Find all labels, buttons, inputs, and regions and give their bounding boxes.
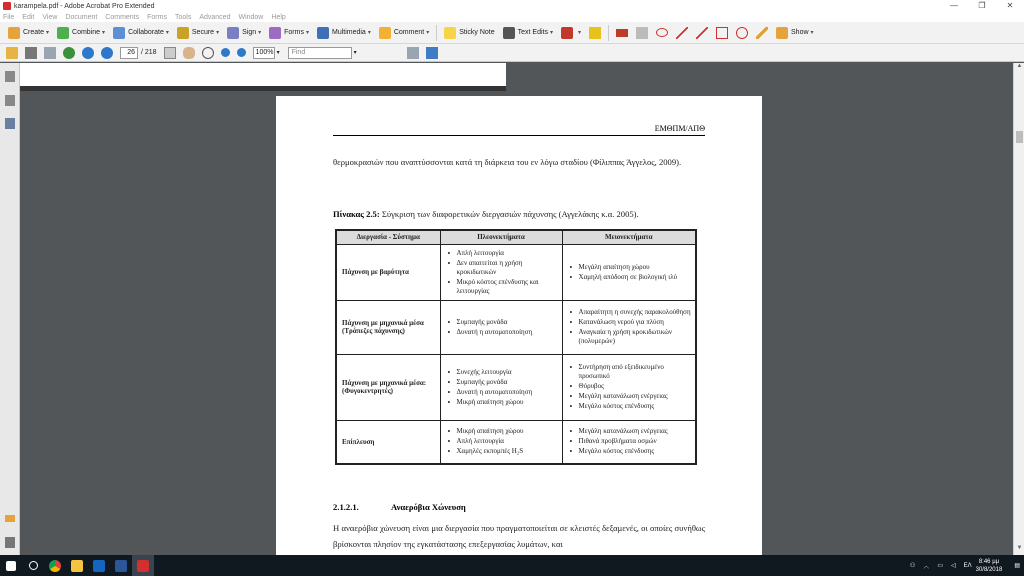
find-input[interactable]: Find <box>288 47 352 59</box>
sticky-note-button[interactable] <box>440 24 498 42</box>
chevron-down-icon: ▾ <box>216 30 220 36</box>
acrobat-icon <box>137 560 149 572</box>
list-item: • Θόρυβος <box>566 382 692 391</box>
menu-tools[interactable]: Tools <box>174 13 192 21</box>
clock[interactable] <box>976 558 1003 574</box>
people-icon[interactable]: ⚇ <box>909 563 916 569</box>
secure-label: Secure <box>191 29 215 36</box>
menu-advanced[interactable]: Advanced <box>199 13 231 21</box>
explorer-taskbar-button[interactable] <box>66 555 88 576</box>
acrobat-taskbar-button[interactable] <box>132 555 154 576</box>
select-cursor-icon[interactable] <box>164 47 176 59</box>
fit-page-icon[interactable] <box>407 47 419 59</box>
menu-forms[interactable]: Forms <box>147 13 167 21</box>
scroll-thumb[interactable] <box>1016 131 1023 143</box>
volume-icon[interactable]: ◁ <box>950 563 956 569</box>
taskbar <box>0 555 1024 576</box>
clock-time: 8:46 μμ <box>978 558 1000 565</box>
secure-button[interactable] <box>173 24 223 42</box>
create-label: Create <box>23 29 45 36</box>
collaborate-label: Collaborate <box>128 29 164 36</box>
page-header: ΕΜΘΠΜ/ΑΠΘ <box>333 124 705 136</box>
list-item: • Μεγάλη κατανάλωση ενέργειας <box>566 427 692 436</box>
list-item: • Κατανάλωση νερού για πλύση <box>566 318 692 327</box>
chevron-down-icon: ▾ <box>426 30 430 36</box>
scroll-up-icon[interactable]: ▲ <box>1016 63 1023 69</box>
comparison-table <box>335 229 697 465</box>
previous-page-end <box>20 63 506 91</box>
open-folder-icon[interactable] <box>6 47 18 59</box>
section-number: 2.1.2.1. <box>333 502 359 512</box>
cons-cell <box>562 354 696 420</box>
signatures-icon[interactable] <box>5 118 15 129</box>
line-icon[interactable] <box>696 27 708 39</box>
combine-label: Combine <box>72 29 101 36</box>
attach-icon[interactable] <box>589 27 601 39</box>
chevron-down-icon: ▾ <box>165 30 169 36</box>
list-item: • Απαραίτητη η συνεχής παρακολούθηση <box>566 308 692 317</box>
table-header-row <box>336 230 696 244</box>
combine-button[interactable] <box>53 24 109 42</box>
table-row <box>336 300 696 354</box>
navigation-panel <box>0 63 20 555</box>
list-item: • Μικρό κόστος επένδυσης και λειτουργίας <box>444 278 559 296</box>
oval-icon[interactable] <box>736 27 748 39</box>
zoom-level-input[interactable]: 100% <box>253 47 275 59</box>
close-button[interactable]: ✕ <box>1006 1 1014 10</box>
system-cell: Πάχυνση με βαρύτητα <box>336 244 440 300</box>
page-thumbnails-icon[interactable] <box>5 71 15 82</box>
rectangle-icon[interactable] <box>716 27 728 39</box>
list-item: • Αναγκαία η χρήση κροκιδωτικών (πολυμερών) <box>566 328 692 346</box>
table-row <box>336 420 696 464</box>
multimedia-icon <box>317 27 329 39</box>
pen-icon <box>227 27 239 39</box>
stamp-button[interactable] <box>557 24 585 42</box>
chevron-down-icon: ▾ <box>367 30 371 36</box>
menu-bar <box>0 12 1024 22</box>
table-caption-label: Πίνακας 2.5: <box>333 209 380 219</box>
sticky-note-label: Sticky Note <box>459 29 495 36</box>
combine-icon <box>57 27 69 39</box>
acrobat-icon <box>3 2 11 10</box>
zoom-dropdown-icon[interactable]: ▾ <box>276 50 280 56</box>
search-icon <box>29 561 38 570</box>
menu-comments[interactable]: Comments <box>105 13 140 21</box>
list-item: • Απλή λειτουργία <box>444 249 559 258</box>
chevron-up-icon[interactable]: ︿ <box>923 564 930 570</box>
toolbar-divider <box>608 25 609 41</box>
forms-icon <box>269 27 281 39</box>
pros-cell <box>440 244 562 300</box>
pros-cell <box>440 420 562 464</box>
paragraph: θερμοκρασιών που αναπτύσσονται κατά τη διάρκεια του εν λόγω σταδίου (Φίλιππας Άγγελος, 2009). <box>333 157 682 167</box>
list-item: • Μεγάλο κόστος επένδυσης <box>566 402 692 411</box>
chrome-icon <box>49 560 61 572</box>
menu-file[interactable]: File <box>3 13 15 21</box>
word-taskbar-button[interactable] <box>110 555 132 576</box>
cloud-icon[interactable] <box>656 28 668 37</box>
forms-button[interactable] <box>265 24 313 42</box>
arrow-icon[interactable] <box>676 27 688 39</box>
folder-icon <box>71 560 83 572</box>
sign-button[interactable] <box>223 24 265 42</box>
sticky-note-icon <box>444 27 456 39</box>
outlook-icon <box>93 560 105 572</box>
chevron-down-icon: ▾ <box>102 30 106 36</box>
list-item: • Μεγάλη κατανάλωση ενέργειας <box>566 392 692 401</box>
textbox-icon[interactable] <box>636 27 648 39</box>
word-icon <box>115 560 127 572</box>
find-dropdown-icon[interactable]: ▾ <box>353 50 357 56</box>
print-icon[interactable] <box>25 47 37 59</box>
zoom-marquee-icon[interactable] <box>202 47 214 59</box>
section-heading <box>333 502 466 512</box>
search-button[interactable] <box>22 555 44 576</box>
window-title: karampela.pdf - Adobe Acrobat Pro Extended <box>14 2 155 10</box>
chevron-down-icon: ▾ <box>549 30 553 36</box>
comment-button[interactable] <box>375 24 433 42</box>
document-viewport <box>20 63 1013 555</box>
column-header: Διεργασία - Σύστημα <box>336 230 440 244</box>
clock-date: 30/8/2018 <box>975 566 1003 573</box>
bookmarks-icon[interactable] <box>5 95 15 106</box>
table-row <box>336 354 696 420</box>
cons-cell <box>562 420 696 464</box>
list-item: • Μεγάλο κόστος επένδυσης <box>566 447 692 456</box>
list-item: • Χαμηλή απόδοση σε βιολογική ιλύ <box>566 273 692 282</box>
collaborate-button[interactable] <box>109 24 173 42</box>
list-item: • Συντήρηση από εξειδικευμένο προσωπικό <box>566 363 692 381</box>
show-label: Show <box>791 29 809 36</box>
cons-cell <box>562 300 696 354</box>
list-item: • Μεγάλη απαίτηση χώρου <box>566 263 692 272</box>
hand-tool-icon[interactable] <box>183 47 195 59</box>
pros-cell <box>440 354 562 420</box>
cons-cell <box>562 244 696 300</box>
system-cell: Πάχυνση με μηχανικά μέσα (Τράπεζες πάχυνσης) <box>336 300 440 354</box>
paragraph: Η αναερόβια χώνευση είναι μια διεργασία που πραγματοποιείται σε κλειστές δεξαμενές, οι οποίες συνήθως βρίσκονται πλησίον της εγκατάστασης επεξεργασίας λυμάτων, και <box>333 523 705 549</box>
network-icon[interactable]: ▭ <box>937 563 943 569</box>
system-cell: Πάχυνση με μηχανικά μέσα: (Φυγοκεντρητές) <box>336 354 440 420</box>
restore-button[interactable]: ❐ <box>978 1 986 10</box>
list-item: • Δεν απαιτείται η χρήση κροκιδωτικών <box>444 259 559 277</box>
chevron-down-icon: ▾ <box>46 30 50 36</box>
menu-view[interactable]: View <box>42 13 58 21</box>
list-item: • Χαμηλές εκπομπές H₂S <box>444 447 559 456</box>
pros-cell <box>440 300 562 354</box>
list-item: • Δυνατή η αυτοματοποίηση <box>444 388 559 397</box>
attachments-icon[interactable] <box>5 537 15 548</box>
window-controls <box>940 0 1024 12</box>
start-button[interactable] <box>0 555 22 576</box>
navigation-toolbar <box>0 44 1024 62</box>
language-indicator[interactable]: ΕΛ <box>963 562 972 569</box>
text-edits-label: Text Edits <box>517 29 548 36</box>
show-icon <box>776 27 788 39</box>
comment-label: Comment <box>393 29 425 36</box>
web-icon[interactable] <box>63 47 75 59</box>
section-title: Αναερόβια Χώνευση <box>391 502 466 512</box>
sign-label: Sign <box>242 29 257 36</box>
scroll-down-icon[interactable]: ▼ <box>1016 545 1023 551</box>
vertical-scrollbar[interactable] <box>1013 63 1024 555</box>
table-row <box>336 244 696 300</box>
chrome-taskbar-button[interactable] <box>44 555 66 576</box>
list-item: • Δυνατή η αυτοματοποίηση <box>444 328 559 337</box>
menu-window[interactable]: Window <box>238 13 264 21</box>
system-tray <box>906 555 1024 576</box>
title-bar <box>0 0 1024 12</box>
table-caption <box>333 209 639 219</box>
menu-edit[interactable]: Edit <box>22 13 35 21</box>
stamp-icon <box>561 27 573 39</box>
column-header: Μειονεκτήματα <box>562 230 696 244</box>
page-total: / 218 <box>141 49 157 56</box>
next-page-icon[interactable] <box>101 47 113 59</box>
main-toolbar <box>0 22 1024 44</box>
create-icon <box>8 27 20 39</box>
text-edits-icon <box>503 27 515 39</box>
list-item: • Πιθανά προβλήματα οσμών <box>566 437 692 446</box>
menu-help[interactable]: Help <box>271 13 286 21</box>
list-item: • Μικρή απαίτηση χώρου <box>444 398 559 407</box>
pdf-page <box>276 96 762 555</box>
highlight-icon[interactable] <box>616 29 628 37</box>
email-icon[interactable] <box>44 47 56 59</box>
outlook-taskbar-button[interactable] <box>88 555 110 576</box>
chevron-down-icon: ▾ <box>810 30 814 36</box>
lock-icon <box>177 27 189 39</box>
multimedia-label: Multimedia <box>331 29 366 36</box>
list-item: • Συνεχής λειτουργία <box>444 368 559 377</box>
minimize-button[interactable]: — <box>950 1 958 10</box>
zoom-in-icon[interactable] <box>237 48 246 57</box>
comments-panel-icon[interactable] <box>5 515 15 522</box>
pencil-icon[interactable] <box>756 27 768 39</box>
list-item: • Συμπαγής μονάδα <box>444 318 559 327</box>
zoom-out-icon[interactable] <box>221 48 230 57</box>
system-cell: Επίπλευση <box>336 420 440 464</box>
show-button[interactable] <box>772 24 818 42</box>
list-item: • Συμπαγής μονάδα <box>444 378 559 387</box>
text-edits-button[interactable] <box>499 24 557 42</box>
chevron-down-icon: ▾ <box>305 30 309 36</box>
notifications-icon[interactable]: ▤ <box>1014 563 1020 569</box>
list-item: • Απλή λειτουργία <box>444 437 559 446</box>
comment-icon <box>379 27 391 39</box>
windows-logo-icon <box>6 561 16 571</box>
chevron-down-icon: ▾ <box>578 30 582 36</box>
column-header: Πλεονεκτήματα <box>440 230 562 244</box>
collaborate-icon <box>113 27 125 39</box>
multimedia-button[interactable] <box>313 24 375 42</box>
list-item: • Μικρή απαίτηση χώρου <box>444 427 559 436</box>
chevron-down-icon: ▾ <box>258 30 262 36</box>
forms-label: Forms <box>284 29 304 36</box>
full-screen-icon[interactable] <box>426 47 438 59</box>
create-button[interactable] <box>4 24 53 42</box>
previous-page-icon[interactable] <box>82 47 94 59</box>
table-caption-text: Σύγκριση των διαφορετικών διεργασιών πάχυνσης (Αγγελάκης κ.α. 2005). <box>379 209 639 219</box>
page-number-input[interactable]: 26 <box>120 47 138 59</box>
menu-document[interactable]: Document <box>65 13 98 21</box>
toolbar-divider <box>436 25 437 41</box>
